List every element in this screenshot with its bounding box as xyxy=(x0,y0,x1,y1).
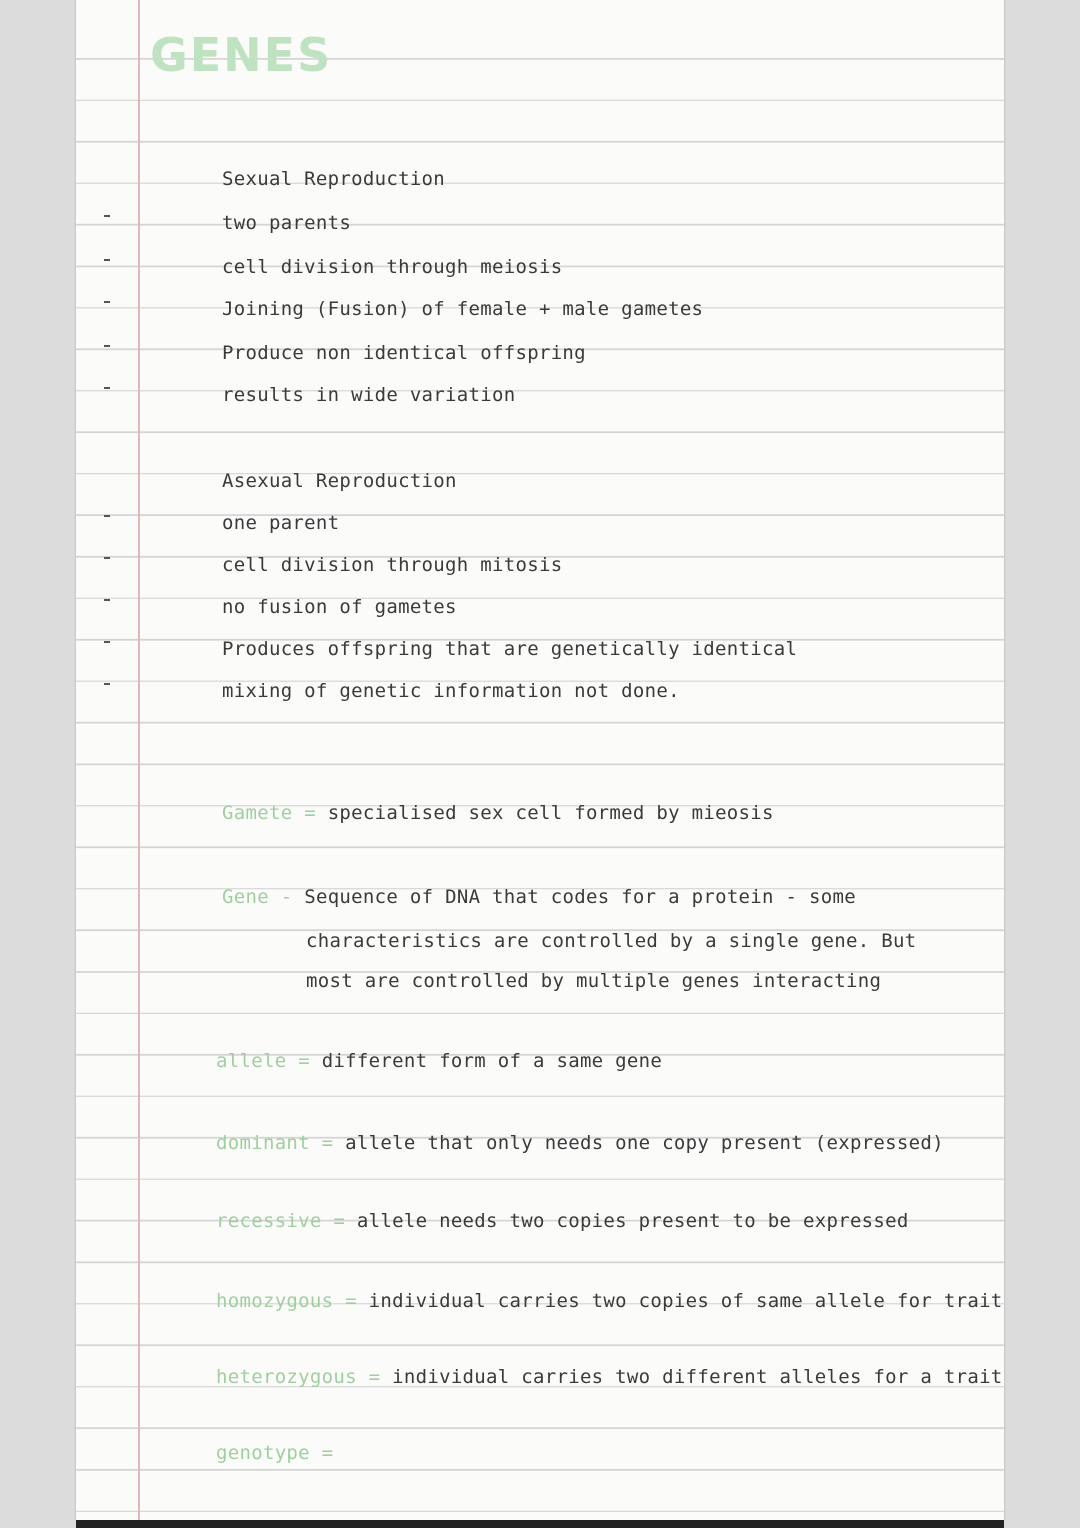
asexual-item: cell division through mitosis xyxy=(222,554,563,576)
definition-gamete xyxy=(222,802,774,824)
asexual-item: mixing of genetic information not done. xyxy=(222,680,680,702)
definition-text: specialised sex cell formed by mieosis xyxy=(327,802,774,824)
sexual-item: Produce non identical offspring xyxy=(222,342,586,364)
sexual-heading: Sexual Reproduction xyxy=(222,168,446,190)
definition-term: Gene xyxy=(222,886,269,908)
sexual-item: results in wide variation xyxy=(222,384,516,406)
definition-term: heterozygous xyxy=(216,1366,357,1388)
definition-term: recessive xyxy=(216,1210,322,1232)
bullet-dash xyxy=(104,215,110,217)
definition-separator: = xyxy=(321,1442,334,1464)
definition-homozygous xyxy=(216,1290,1003,1312)
definition-term: genotype xyxy=(216,1442,310,1464)
definition-text: individual carries two different alleles for a trait xyxy=(392,1366,1003,1388)
definition-separator: = xyxy=(333,1210,346,1232)
sexual-item: cell division through meiosis xyxy=(222,256,563,278)
definition-genotype xyxy=(216,1442,333,1464)
definition-text: allele that only needs one copy present (expressed) xyxy=(345,1132,944,1154)
bullet-dash xyxy=(104,557,110,559)
sexual-item: Joining (Fusion) of female + male gametes xyxy=(222,298,704,320)
definition-recessive xyxy=(216,1210,909,1232)
bullet-dash xyxy=(104,641,110,643)
asexual-item: Produces offspring that are genetically identical xyxy=(222,638,798,660)
bullet-dash xyxy=(104,345,110,347)
bullet-dash xyxy=(104,387,110,389)
definition-allele xyxy=(216,1050,662,1072)
definition-term: allele xyxy=(216,1050,287,1072)
asexual-item: no fusion of gametes xyxy=(222,596,457,618)
definition-gene xyxy=(222,886,856,908)
bullet-dash xyxy=(104,301,110,303)
definition-term: Gamete xyxy=(222,802,293,824)
bullet-dash xyxy=(104,683,110,685)
definition-heterozygous xyxy=(216,1366,1003,1388)
definition-separator: = xyxy=(321,1132,334,1154)
definition-term: homozygous xyxy=(216,1290,334,1312)
definition-separator: = xyxy=(345,1290,357,1312)
bullet-dash xyxy=(104,259,110,261)
definition-text: Sequence of DNA that codes for a protein - some xyxy=(304,886,856,908)
definition-text: characteristics are controlled by a single gene. But xyxy=(306,930,917,952)
asexual-heading: Asexual Reproduction xyxy=(222,470,457,492)
definition-dominant xyxy=(216,1132,944,1154)
bullet-dash xyxy=(104,515,110,517)
definition-text: different form of a same gene xyxy=(321,1050,663,1072)
definition-separator: = xyxy=(368,1366,381,1388)
sexual-item: two parents xyxy=(222,212,352,234)
definition-separator: - xyxy=(280,886,293,908)
definition-term: dominant xyxy=(216,1132,310,1154)
definition-text: individual carries two copies of same allele for trait xyxy=(368,1290,1003,1312)
page-bottom-edge xyxy=(76,1520,1004,1528)
definition-text: most are controlled by multiple genes interacting xyxy=(306,970,882,992)
page-title: GENES xyxy=(150,28,333,82)
bullet-dash xyxy=(104,599,110,601)
definition-separator: = xyxy=(298,1050,310,1072)
definition-text: allele needs two copies present to be expressed xyxy=(356,1210,909,1232)
definition-separator: = xyxy=(304,802,316,824)
margin-line xyxy=(138,0,140,1520)
asexual-item: one parent xyxy=(222,512,340,534)
